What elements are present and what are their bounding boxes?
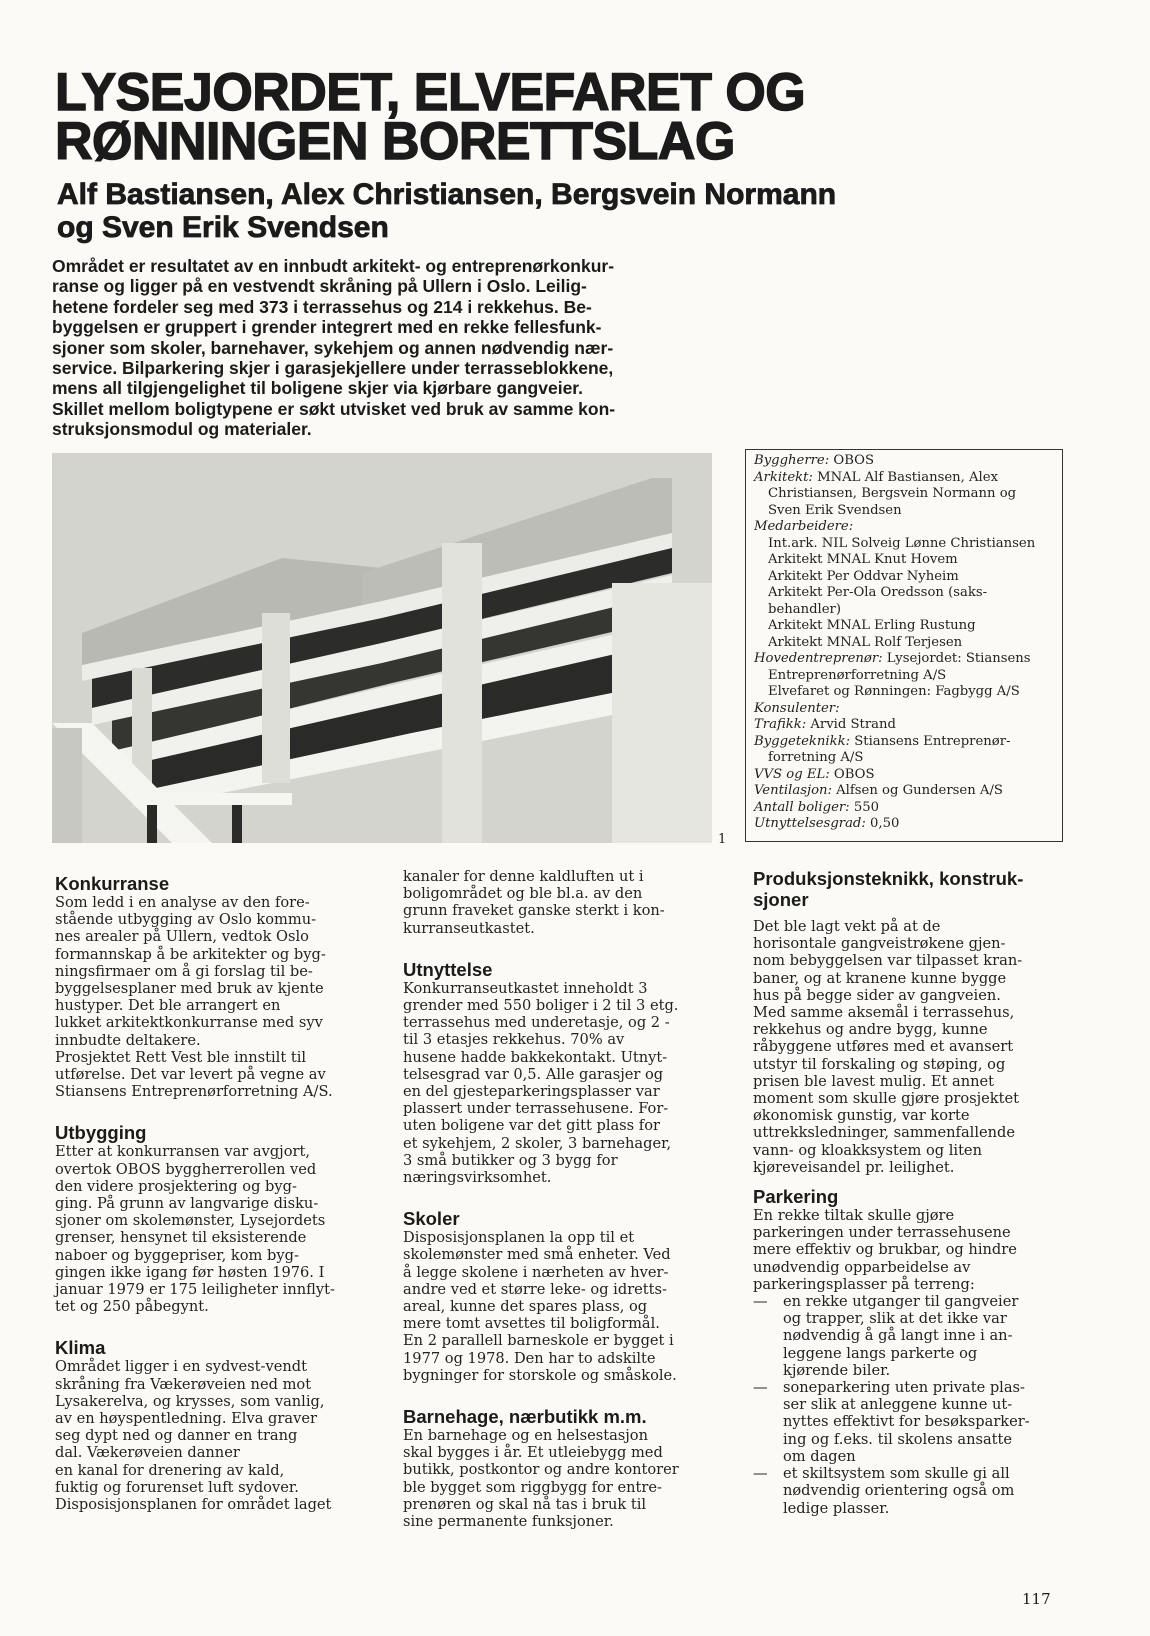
lead-line: hetene fordeler seg med 373 i terrassehus og 214 i rekkehus. Be- [52,296,592,317]
lead-line: ranse og ligger på en vestvendt skråning på Ullern i Oslo. Leilig- [52,276,587,297]
body-line: den videre prosjektering og byg- [55,1177,297,1195]
body-line: overtok OBOS byggherrerollen ved [55,1160,317,1178]
bullet-continuation: leggene langs parkerte og [783,1344,978,1362]
figure-number: 1 [718,832,727,847]
bullet-continuation: nyttes effektivt for besøksparker- [783,1413,1030,1431]
body-line: vann- og kloakksystem og liten [753,1141,982,1159]
body-line: terrassehus med underetasje, og 2 - [403,1014,670,1032]
body-line: butikk, postkontor og andre kontorer [403,1461,679,1479]
info-value: behandler) [768,601,842,617]
body-line: kurranseutkastet. [403,919,535,937]
body-line: boligområdet og ble bl.a. av den [403,885,643,903]
dash-icon: — [753,1293,768,1311]
body-line: kjøreveisandel pr. leilighet. [753,1158,955,1176]
body-line: en del gjesteparkeringsplasser var [403,1083,660,1101]
lead-paragraph [52,256,712,440]
info-label: Antall boliger: [754,799,850,815]
body-line: grenser, hensynet til eksisterende [55,1229,307,1247]
body-line: naboer og byggepriser, kom byg- [55,1246,299,1264]
info-value: Elvefaret og Rønningen: Fagbygg A/S [768,684,1020,699]
info-value: OBOS [829,453,874,468]
info-row [754,734,1062,751]
body-line: nes arealer på Ullern, vedtok Oslo [55,928,309,946]
body-line: grender med 550 boliger i 2 til 3 etg. [403,997,679,1015]
body-line: bygninger for storskole og småskole. [403,1366,677,1384]
body-line: dal. Vækerøveien danner [55,1444,240,1462]
info-row [754,701,1062,718]
body-line: uttrekksledninger, sammenfallende [753,1124,1016,1142]
lead-line: struksjonsmodul og materialer. [52,419,312,440]
info-label: Byggeteknikk: [754,733,851,749]
body-line: Etter at konkurransen var avgjort, [55,1143,310,1161]
info-label: Konsulenter: [754,700,840,716]
body-line: byggelsesplaner med bruk av kjente [55,980,324,998]
info-row [754,635,1062,652]
article-authors [57,178,1037,244]
info-value: Arkitekt Per-Ola Oredsson (saks- [768,585,988,600]
title-line: LYSEJORDET, ELVEFARET OG [55,63,806,122]
text-column-3 [753,868,1073,1517]
body-line: hus på begge sider av gangveien. [753,986,1001,1004]
info-value: Arvid Strand [806,717,896,732]
lead-line: Området er resultatet av en innbudt arkitekt- og entreprenørkonkur- [52,256,615,276]
body-line: Stiansens Entreprenørforretning A/S. [55,1083,333,1101]
body-line: en kanal for drenering av kald, [55,1461,285,1479]
body-line: skolemønster med små enheter. Ved [403,1246,671,1264]
body-line: Prosjektet Rett Vest ble innstilt til [55,1048,307,1066]
info-label: Arkitekt: [754,469,813,485]
body-line: januar 1979 er 175 leiligheter innflyt- [55,1281,335,1299]
page-number: 117 [1022,1590,1051,1608]
body-line: fuktig og forurenset luft sydover. [55,1478,299,1496]
bullet-continuation: og trapper, slik at det ikke var [783,1310,1007,1328]
body-line: nom bebyggelsen var tilpasset kran- [753,952,1023,970]
info-value: 550 [849,799,879,815]
bullet-continuation: kjørende biler. [783,1361,891,1379]
section-heading: Barnehage, nærbutikk m.m. [403,1406,647,1428]
info-row [754,767,1062,784]
info-value: Arkitekt MNAL Knut Hovem [768,552,958,567]
body-line: areal, kunne det spares plass, og [403,1298,648,1316]
body-line: sjoner om skolemønster, Lysejordets [55,1212,326,1230]
body-line: rekkehus og andre bygg, kunne [753,1021,988,1039]
bullet-continuation: nødvendig å gå langt inne i an- [783,1327,1013,1345]
info-row [754,519,1062,536]
section-gap [753,910,1073,918]
info-value: Alfsen og Gundersen A/S [831,783,1003,798]
body-line: 1977 og 1978. Den har to adskilte [403,1349,656,1367]
info-label: Medarbeidere: [754,519,854,534]
text-column-1 [55,873,375,1513]
body-line: kanaler for denne kaldluften ut i [403,868,644,885]
lead-line: service. Bilparkering skjer i garasjekjellere under terrasseblokkene, [52,358,614,379]
section-gap [753,1176,1073,1186]
info-value: Lysejordet: Stiansens [882,651,1031,666]
body-line: Disposisjonsplanen for området laget [55,1496,332,1514]
body-line: husene hadde bakkekontakt. Utnyt- [403,1048,668,1066]
body-line: til 3 etasjes rekkehus. 70% av [403,1031,625,1049]
body-line: 3 små butikker og 3 bygg for [403,1151,618,1169]
info-row [754,569,1062,586]
bullet-text: et skiltsystem som skulle gi all [783,1465,1010,1483]
body-line: formannskap å be arkitekter og byg- [55,945,326,963]
bullet-continuation: nødvendig orientering også om [783,1482,1015,1500]
body-line: horisontale gangveistrøkene gjen- [753,935,1006,953]
bullet-text: soneparkering uten private plas- [783,1379,1025,1397]
info-label: Trafikk: [754,717,807,732]
body-line: tet og 250 påbegynt. [55,1298,209,1316]
body-line: ningsfirmaer om å gi forslag til be- [55,962,313,980]
bullet-continuation: ing og f.eks. til skolens ansatte [783,1430,1013,1448]
body-line: ble bygget som riggbygg for entre- [403,1478,662,1496]
body-line: plassert under terrassehusene. For- [403,1100,669,1118]
body-line: moment som skulle gjøre prosjektet [753,1090,1019,1108]
project-info-box [745,449,1063,842]
body-line: sine permanente funksjoner. [403,1513,614,1531]
info-value: OBOS [829,766,875,782]
authors-line: og Sven Erik Svendsen [57,211,389,244]
section-gap [403,1186,723,1208]
info-label: Ventilasjon: [754,783,832,798]
info-value: Stiansens Entreprenør- [850,733,1011,749]
body-line: utstyr til forskaling og støping, og [753,1055,1006,1073]
body-line: skråning fra Vækerøveien ned mot [55,1375,312,1393]
body-line: Lysakerelva, og krysses, som vanlig, [55,1392,325,1410]
body-line: prenøren og skal nå tas i bruk til [403,1495,647,1513]
dash-icon: — [753,1465,768,1483]
info-value: forretning A/S [768,750,864,765]
info-value: 0,50 [865,816,900,831]
bullet-continuation: ledige plasser. [783,1499,890,1517]
photo-illustration [52,453,712,843]
body-line: Konkurranseutkastet inneholdt 3 [403,979,648,997]
info-value: Sven Erik Svendsen [768,502,902,518]
body-line: gingen ikke igang før høsten 1976. I [55,1263,325,1281]
body-line: ging. På grunn av langvarige disku- [55,1195,319,1213]
section-heading: Parkering [753,1186,839,1208]
info-label: Utnyttelsesgrad: [754,816,866,831]
info-row [754,618,1062,635]
building-photo [52,453,712,843]
body-line: Disposisjonsplanen la opp til et [403,1229,635,1247]
info-value: Arkitekt MNAL Rolf Terjesen [768,634,963,650]
info-label: VVS og EL: [754,766,830,782]
body-line: En 2 parallell barneskole er bygget i [403,1332,674,1350]
info-row [754,585,1062,602]
body-line: et sykehjem, 2 skoler, 3 barnehager, [403,1134,672,1152]
bullet-continuation: om dagen [783,1447,856,1465]
body-line: hustyper. Det ble arrangert en [55,997,281,1015]
section-gap [55,1100,375,1122]
body-line: uten boligene var det gitt plass for [403,1117,660,1135]
body-line: innbudte deltakere. [55,1031,201,1049]
info-row [754,552,1062,569]
section-heading: Skoler [403,1208,460,1230]
info-row [754,750,1062,767]
body-line: parkeringen under terrassehusene [753,1224,1011,1242]
body-line: økonomisk gunstig, var korte [753,1107,970,1125]
lead-line: mens all tilgjengelighet til boligene skjer via kjørbare gangveier. [52,378,584,399]
section-gap [403,937,723,959]
text-column-2 [403,868,723,1530]
section-heading: Klima [55,1337,106,1359]
authors-line: Alf Bastiansen, Alex Christiansen, Bergsvein Normann [57,178,837,211]
bullet-continuation: ser slik at anleggene kunne ut- [783,1396,1013,1414]
section-gap [55,1315,375,1337]
bullet-item [753,1465,1073,1482]
body-line: telsesgrad var 0,5. Alle garasjer og [403,1065,664,1083]
body-line: mere tomt avsettes til boligformål. [403,1315,660,1333]
body-line: mere effektiv og brukbar, og hindre [753,1241,1017,1259]
bullet-text: en rekke utganger til gangveier [783,1293,1019,1311]
body-line: prisen ble lavest mulig. Et annet [753,1072,995,1090]
body-line: grunn fraveket ganske sterkt i kon- [403,902,665,920]
body-line: skal bygges i år. Et utleiebygg med [403,1444,663,1462]
info-row [754,717,1062,734]
info-row [754,668,1062,685]
lead-line: sjoner som skoler, barnehaver, sykehjem og annen nødvendig nær- [52,337,614,358]
info-row [754,800,1062,817]
info-row [754,503,1062,520]
info-row [754,602,1062,619]
title-line: RØNNINGEN BORETTSLAG [55,112,735,171]
info-row [754,536,1062,553]
body-line: råbyggene utføres med et avansert [753,1038,1014,1056]
body-line: Området ligger i en sydvest-vendt [55,1358,307,1376]
bullet-item [753,1379,1073,1396]
body-line: næringsvirksomhet. [403,1169,552,1187]
body-line: å legge skolene i nærheten av hver- [403,1263,669,1281]
body-line: Som ledd i en analyse av den fore- [55,894,310,911]
body-line: En rekke tiltak skulle gjøre [753,1207,955,1225]
info-row [754,651,1062,668]
section-heading: Konkurranse [55,873,170,894]
body-line: stående utbygging av Oslo kommu- [55,911,317,929]
info-label: Hovedentreprenør: [754,651,883,666]
body-line: lukket arkitektkonkurranse med syv [55,1014,323,1032]
info-value: Arkitekt MNAL Erling Rustung [768,618,976,633]
body-line: unødvendig opparbeidelse av [753,1258,971,1276]
info-row [754,816,1062,833]
article-title [55,63,976,171]
body-line: av en høyspentledning. Elva graver [55,1410,317,1428]
info-value: Entreprenørforretning A/S [768,667,947,683]
lead-line: Skillet mellom boligtypene er søkt utvisket ved bruk av samme kon- [52,398,616,419]
section-gap [403,1384,723,1406]
section-heading: sjoner [753,889,809,910]
section-heading: Produksjonsteknikk, konstruk- [753,868,1024,889]
dash-icon: — [753,1379,768,1397]
info-value: Int.ark. NIL Solveig Lønne Christiansen [768,535,1036,551]
info-row [754,486,1062,503]
info-value: MNAL Alf Bastiansen, Alex [812,469,999,485]
section-heading: Utnyttelse [403,958,493,980]
lead-line: byggelsen er gruppert i grender integrert med en rekke fellesfunk- [52,317,602,338]
info-row [754,783,1062,800]
info-label: Byggherre: [754,453,830,468]
body-line: utførelse. Det var levert på vegne av [55,1066,326,1084]
info-value: Christiansen, Bergsvein Normann og [768,486,1017,501]
body-line: baner, og at kranene kunne bygge [753,969,1007,987]
body-line: seg dypt ned og danner en trang [55,1427,298,1445]
section-heading: Utbygging [55,1122,147,1144]
body-line: En barnehage og en helsestasjon [403,1427,648,1445]
bullet-item [753,1293,1073,1310]
body-line: andre ved et større leke- og idretts- [403,1280,667,1298]
info-row [754,470,1062,487]
info-row [754,684,1062,701]
info-value: Arkitekt Per Oddvar Nyheim [768,568,959,584]
body-line: Det ble lagt vekt på at de [753,918,941,935]
info-row [754,453,1062,470]
body-line: Med samme aksemål i terrassehus, [753,1004,1015,1022]
body-line: parkeringsplasser på terreng: [753,1275,975,1293]
